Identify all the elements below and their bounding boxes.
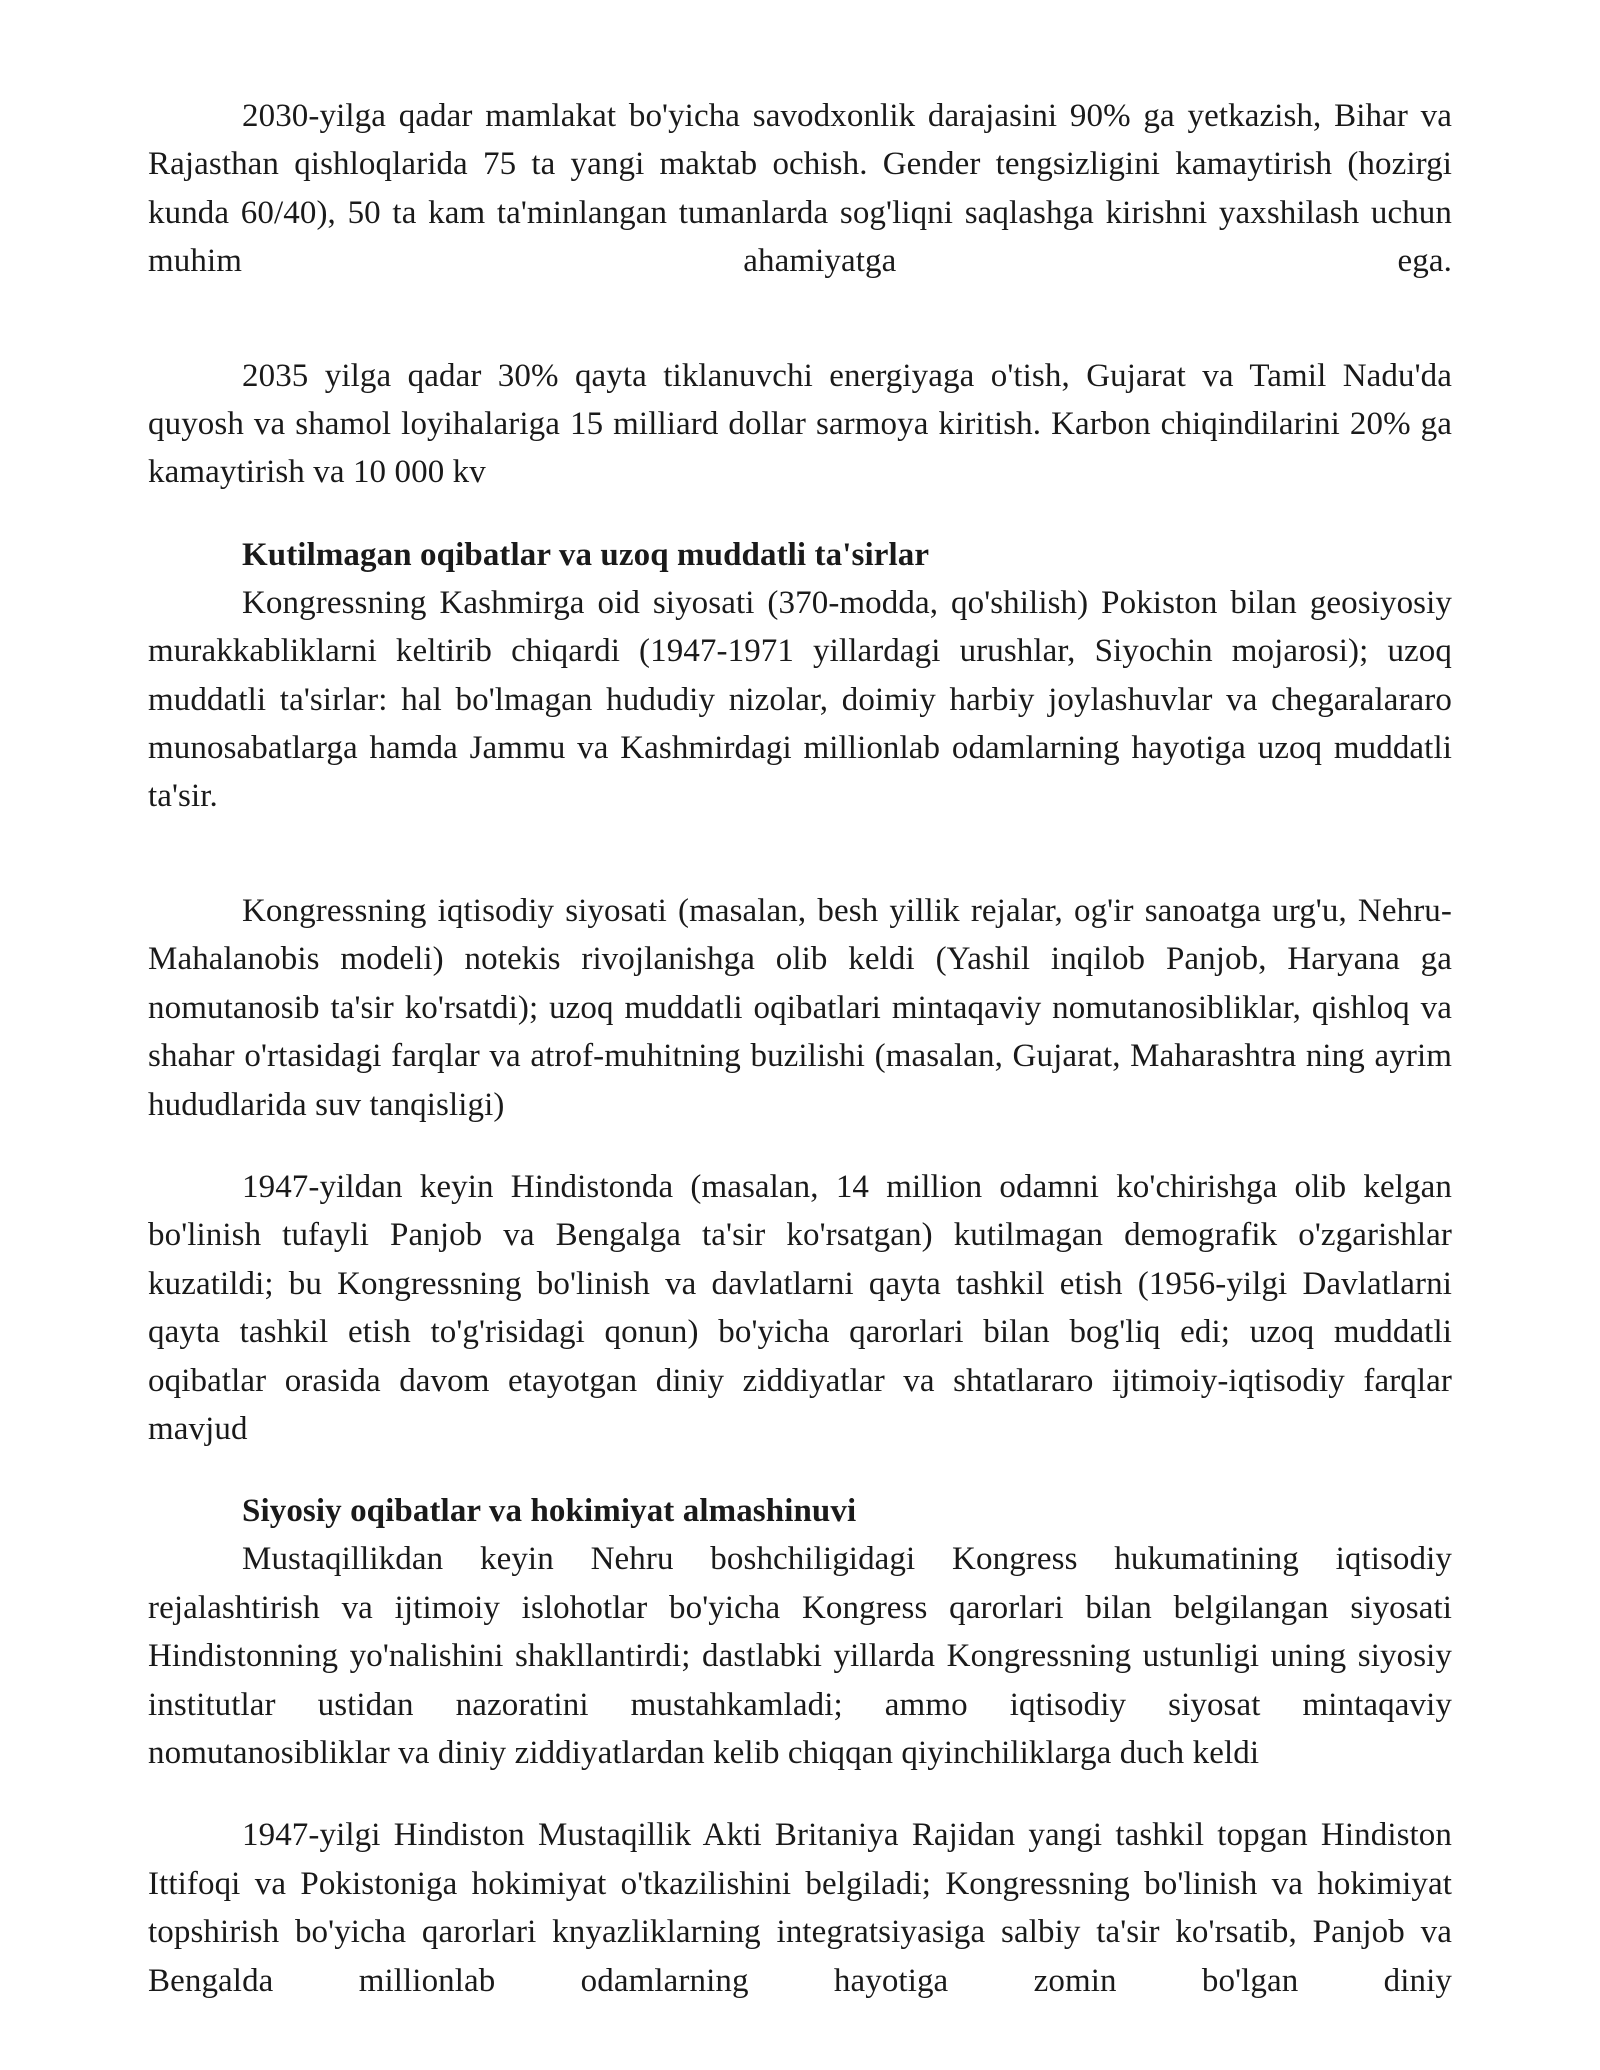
paragraph-kashmir-policy: Kongressning Kashmirga oid siyosati (370-modda, qo'shilish) Pokiston bilan geosiyosiy murakkabliklarni keltirib chiqardi (1947-1971 yillardagi urushlar, Siyochin mojarosi); uzoq muddatli ta'sirlar: hal bo'lmagan hududiy nizolar, doimiy harbiy joylashuvlar va chegaralararo munosabatlarga hamda Jammu va Kashmirdagi millionlab odamlarning hayotiga uzoq muddatli ta'sir. — [148, 584, 1452, 815]
paragraph-renewable-energy: 2035 yilga qadar 30% qayta tiklanuvchi energiyaga o'tish, Gujarat va Tamil Nadu'da quyosh va shamol loyihalariga 15 milliard dollar sarmoya kiritish. Karbon chiqindilarini 20% ga kamaytirish va 10 000 kv — [148, 357, 1452, 491]
paragraph-economic-policy: Kongressning iqtisodiy siyosati (masalan, besh yillik rejalar, og'ir sanoatga urg'u, Nehru-Mahalanobis modeli) notekis rivojlanishga olib keldi (Yashil inqilob Panjob, Haryana ga nomutanosib ta'sir ko'rsatdi); uzoq muddatli oqibatlari mintaqaviy nomutanosibliklar, qishloq va shahar o'rtasidagi farqlar va atrof-muhitning buzilishi (masalan, Gujarat, Maharashtra ning ayrim hududlarida suv tanqisligi) — [148, 892, 1452, 1123]
document-page — [148, 92, 1452, 2005]
spacer — [148, 821, 1452, 887]
paragraph-post-independence: Mustaqillikdan keyin Nehru boshchiligidagi Kongress hukumatining iqtisodiy rejalashtirish va ijtimoiy islohotlar bo'yicha Kongress qarorlari bilan belgilangan siyosati Hindistonning yo'nalishini shakllantirdi; dastlabki yillarda Kongressning ustunligi uning siyosiy institutlar ustidan nazoratini mustahkamladi; ammo iqtisodiy siyosat mintaqaviy nomutanosibliklar va diniy ziddiyatlardan kelib chiqqan qiyinchiliklarga duch keldi — [148, 1541, 1452, 1771]
spacer — [148, 1129, 1452, 1163]
paragraph-literacy-goals: 2030-yilga qadar mamlakat bo'yicha savodxonlik darajasini 90% ga yetkazish, Bihar va Rajasthan qishloqlarida 75 ta yangi maktab ochish. Gender tengsizligini kamaytirish (hozirgi kunda 60/40), 50 ta kam ta'minlangan tumanlarda sog'liqni saqlashga kirishni yaxshilash uchun muhim ahamiyatga ega. — [148, 98, 1452, 280]
paragraph-independence-act: 1947-yilgi Hindiston Mustaqillik Akti Britaniya Rajidan yangi tashkil topgan Hindiston Ittifoqi va Pokistoniga hokimiyat o'tkazilishini belgiladi; Kongressning bo'linish va hokimiyat topshirish bo'yicha qarorlari knyazliklarning integratsiyasiga salbiy ta'sir ko'rsatib, Panjob va Bengalda millionlab odamlarning hayotiga zomin bo'lgan diniy — [148, 1817, 1452, 1999]
spacer — [148, 1453, 1452, 1487]
spacer — [148, 497, 1452, 531]
section-heading-political-consequences: Siyosiy oqibatlar va hokimiyat almashinuvi — [242, 1493, 857, 1530]
paragraph-demographic-changes: 1947-yildan keyin Hindistonda (masalan, 14 million odamni ko'chirishga olib kelgan bo'linish tufayli Panjob va Bengalga ta'sir ko'rsatgan) kutilmagan demografik o'zgarishlar kuzatildi; bu Kongressning bo'linish va davlatlarni qayta tashkil etish (1956-yilgi Davlatlarni qayta tashkil etish to'g'risidagi qonun) bo'yicha qarorlari bilan bog'liq edi; uzoq muddatli oqibatlar orasida davom etayotgan diniy ziddiyatlar va shtatlararo ijtimoiy-iqtisodiy farqlar mavjud — [148, 1168, 1452, 1447]
spacer — [148, 1777, 1452, 1811]
section-heading-unexpected-consequences: Kutilmagan oqibatlar va uzoq muddatli ta'sirlar — [242, 536, 930, 573]
spacer — [148, 286, 1452, 352]
